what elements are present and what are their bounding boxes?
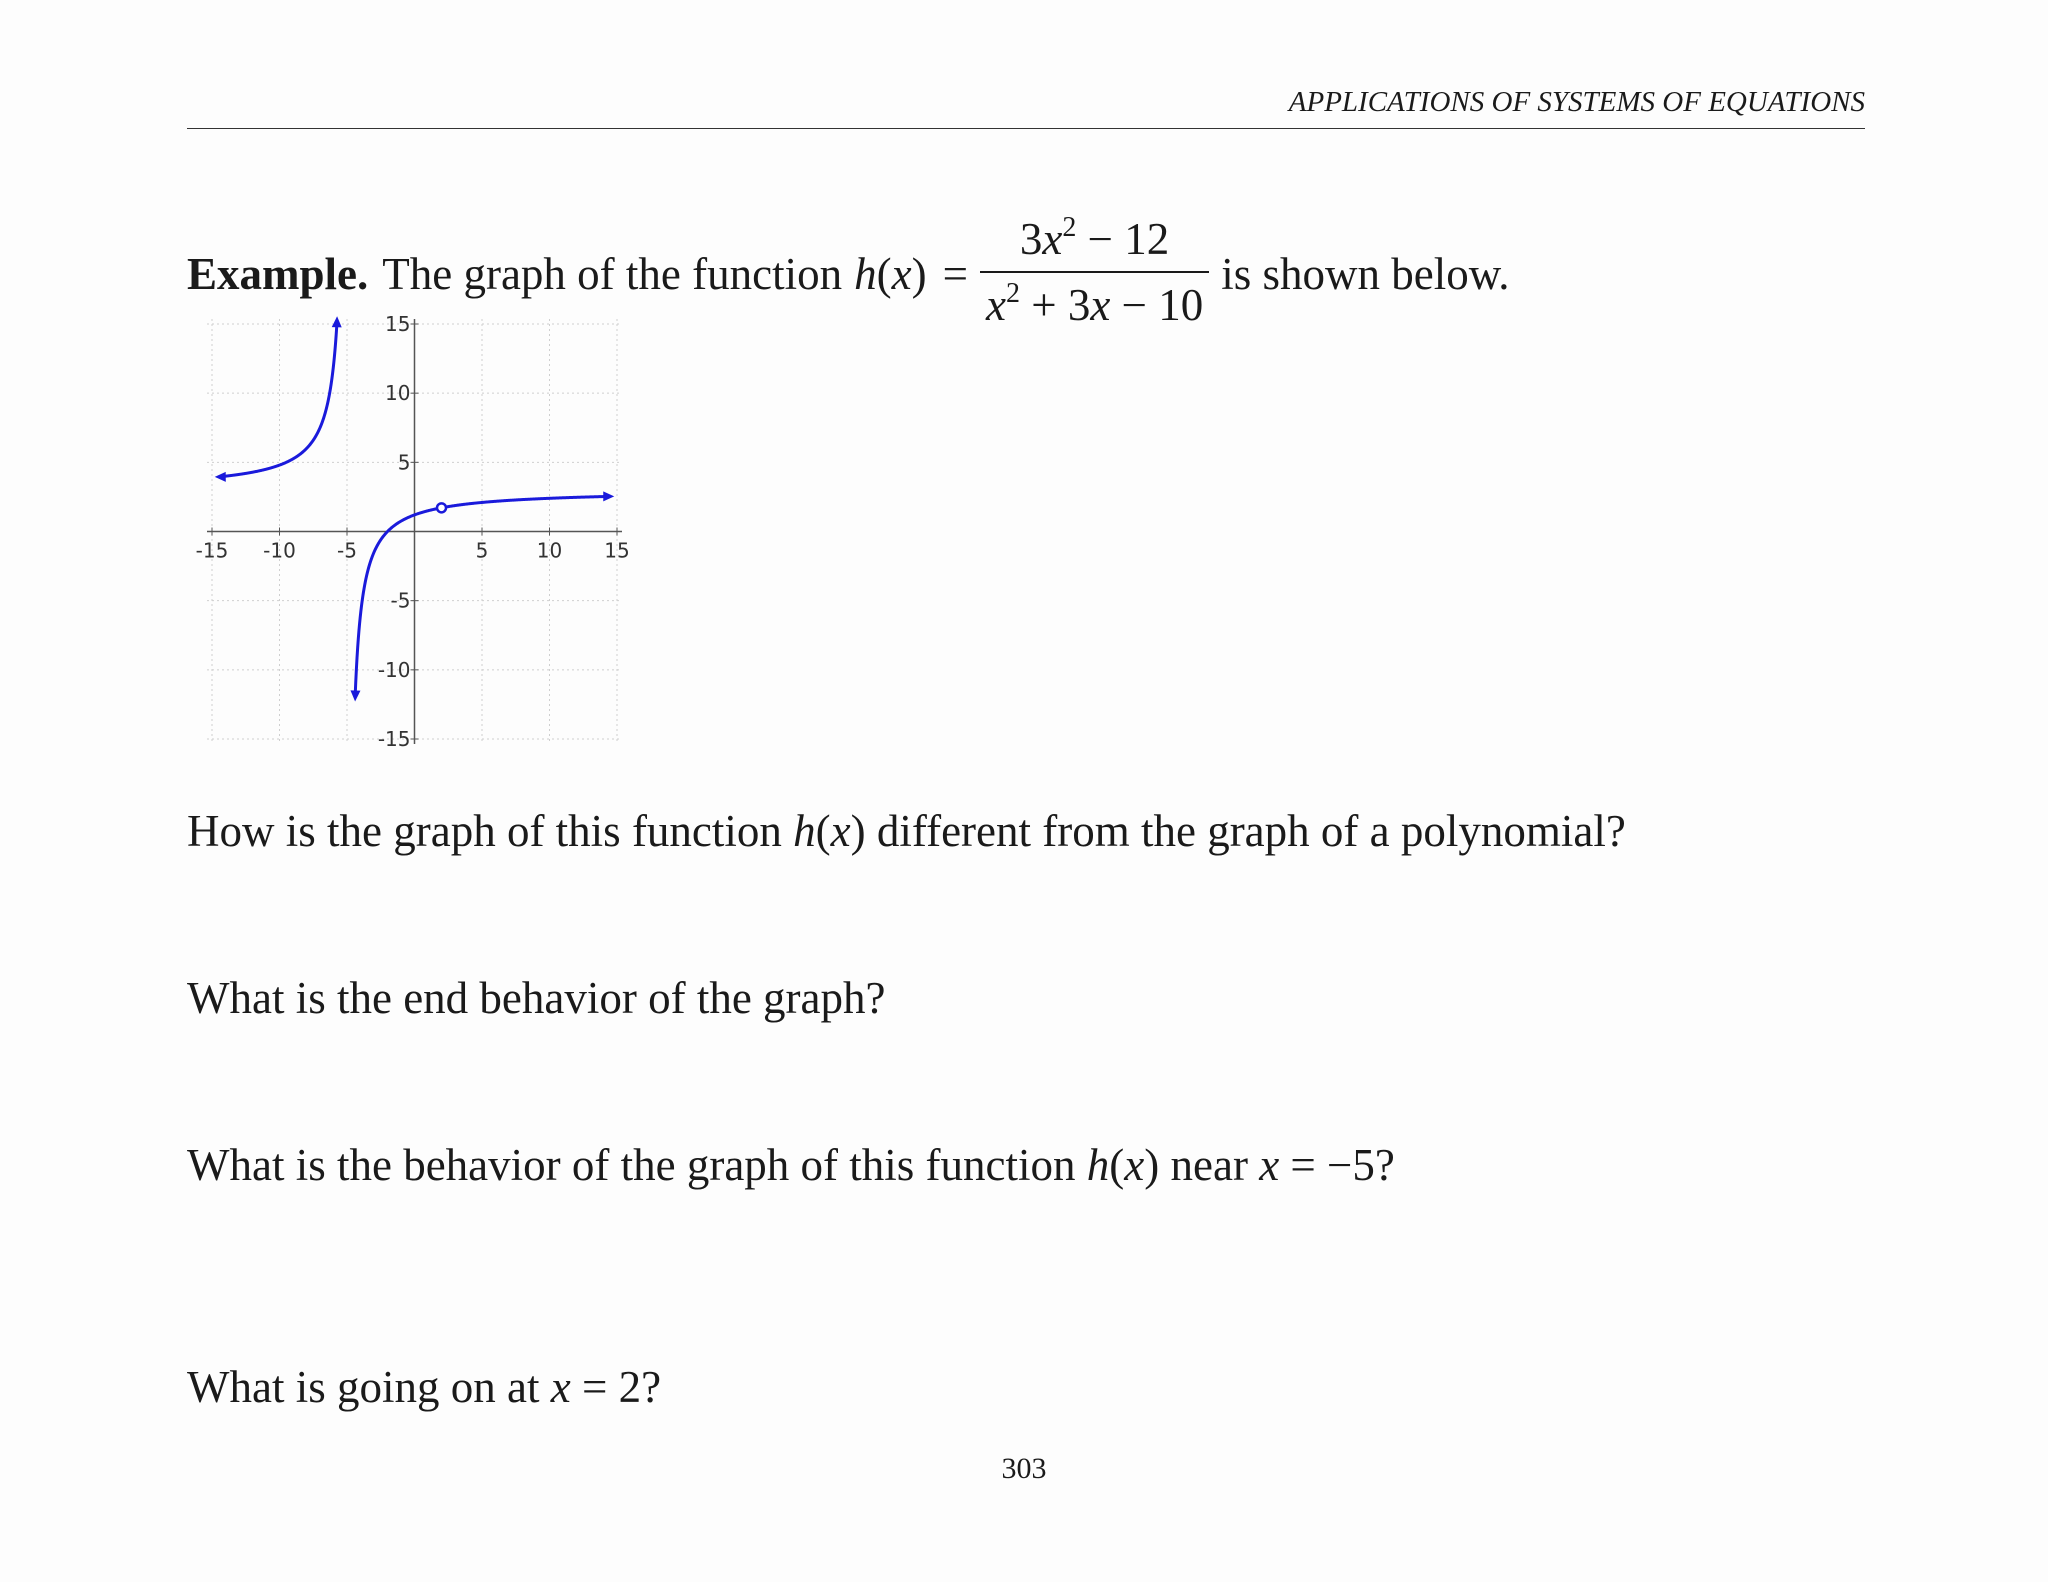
arrow-down (350, 690, 360, 701)
arrow-left (215, 472, 226, 482)
question-2: What is the end behavior of the graph? (187, 973, 886, 1023)
axes (207, 319, 622, 744)
function-graph (187, 312, 647, 752)
x-tick-label: -15 (195, 538, 229, 563)
equals-sign: = (942, 249, 968, 299)
x-tick-label: 15 (604, 538, 630, 563)
denominator: $x^2 + 3x - 10$ (980, 271, 1209, 331)
question-1: How is the graph of this function h(x) different from the graph of a polynomial? (187, 806, 1626, 856)
arrow-right (603, 491, 614, 501)
example-text-before: The graph of the function (382, 249, 843, 299)
y-tick-label: -5 (390, 588, 411, 613)
question-3: What is the behavior of the graph of this function h(x) near x = −5? (187, 1140, 1395, 1190)
x-tick-label: -10 (263, 538, 296, 563)
left-branch (219, 320, 337, 477)
example-text-after: is shown below. (1221, 249, 1510, 299)
y-tick-label: 5 (397, 450, 411, 475)
fraction (980, 213, 1209, 331)
y-tick-label: -15 (377, 727, 411, 751)
y-tick-label: 10 (385, 381, 411, 406)
page-number: 303 (1001, 1452, 1047, 1485)
x-tick-label: -5 (337, 538, 357, 563)
question-4: What is going on at x = 2? (187, 1362, 662, 1412)
page-header: APPLICATIONS OF SYSTEMS OF EQUATIONS (1288, 86, 1865, 118)
y-tick-label: -10 (377, 657, 411, 682)
example-label: Example. (187, 249, 369, 299)
func-arg: x (891, 249, 912, 299)
arrow-up (332, 316, 342, 327)
x-tick-label: 5 (475, 538, 489, 563)
hole-marker (437, 503, 446, 512)
func-name: h (854, 249, 877, 299)
numerator: $3x^2 - 12$ (1019, 212, 1170, 264)
function-h: h(x) (854, 249, 927, 299)
header-rule (187, 128, 1865, 129)
y-tick-label: 15 (385, 312, 411, 336)
x-tick-label: 10 (536, 538, 563, 563)
